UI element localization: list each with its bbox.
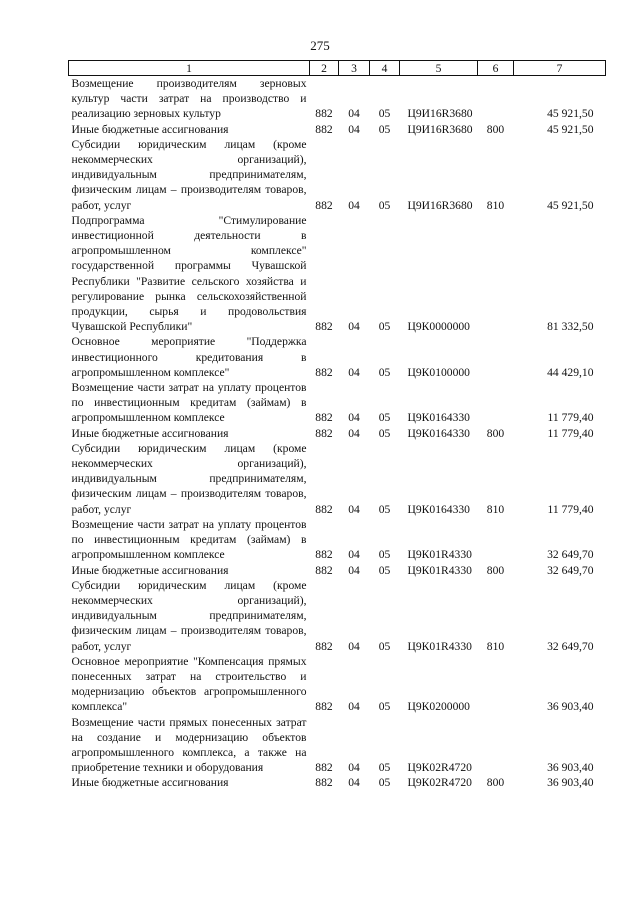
row-expense-type [478, 654, 514, 715]
row-subsection: 05 [378, 122, 391, 136]
row-expense-type [478, 334, 514, 380]
table-row [69, 334, 606, 380]
row-grbs: 882 [315, 700, 333, 714]
row-expense-type [478, 213, 514, 335]
row-grbs: 882 [315, 426, 333, 440]
table-row [69, 441, 606, 517]
row-grbs: 882 [315, 548, 333, 562]
row-section: 04 [348, 320, 360, 334]
table-row [69, 122, 606, 137]
row-subsection: 05 [378, 761, 391, 775]
row-grbs: 882 [315, 761, 333, 775]
row-grbs: 882 [315, 320, 333, 334]
row-expense-type [478, 380, 514, 426]
row-target-article: Ц9К01R4330 [407, 548, 472, 562]
table-row [69, 137, 606, 213]
row-amount: 45 921,50 [547, 107, 594, 121]
row-subsection: 05 [378, 320, 391, 334]
row-subsection: 05 [378, 563, 391, 577]
header-col-7: 7 [514, 61, 606, 76]
budget-table [68, 60, 606, 791]
row-expense-type: 800 [486, 426, 505, 440]
row-name: Субсидии юридическим лицам (кроме некоммерческих организаций), индивидуальным предпринимателям, физическим лицам – производителям товаров, работ, услуг [71, 441, 307, 516]
row-expense-type: 800 [486, 776, 505, 790]
row-amount: 32 649,70 [547, 563, 594, 577]
row-subsection: 05 [378, 107, 391, 121]
row-expense-type [478, 715, 514, 776]
row-target-article: Ц9К0100000 [407, 365, 470, 379]
row-amount: 11 779,40 [547, 411, 594, 425]
row-grbs: 882 [315, 107, 333, 121]
row-section: 04 [348, 639, 360, 653]
row-target-article: Ц9И16R3680 [407, 198, 473, 212]
table-row [69, 775, 606, 790]
header-row [69, 61, 606, 76]
row-name: Возмещение части затрат на уплату процентов по инвестиционным кредитам (займам) в агропромышленном комплексе [71, 381, 307, 425]
row-amount: 32 649,70 [547, 548, 594, 562]
row-grbs: 882 [315, 365, 333, 379]
row-amount: 32 649,70 [547, 639, 594, 653]
row-section: 04 [348, 502, 360, 516]
row-subsection: 05 [378, 365, 391, 379]
table-row [69, 380, 606, 426]
row-grbs: 882 [315, 122, 333, 136]
row-name: Субсидии юридическим лицам (кроме некоммерческих организаций), индивидуальным предпринимателям, физическим лицам – производителям товаров, работ, услуг [71, 578, 307, 653]
row-amount: 45 921,50 [547, 198, 594, 212]
row-expense-type: 810 [486, 198, 505, 212]
row-grbs: 882 [315, 411, 333, 425]
row-section: 04 [348, 426, 360, 440]
row-section: 04 [348, 700, 360, 714]
row-grbs: 882 [315, 776, 333, 790]
row-expense-type: 800 [486, 563, 505, 577]
row-expense-type: 810 [486, 639, 505, 653]
row-amount: 11 779,40 [547, 502, 594, 516]
table-row [69, 563, 606, 578]
row-amount: 36 903,40 [547, 761, 594, 775]
row-grbs: 882 [315, 639, 333, 653]
row-grbs: 882 [315, 502, 333, 516]
row-target-article: Ц9И16R3680 [407, 107, 473, 121]
header-col-3: 3 [339, 61, 370, 76]
row-name: Возмещение части прямых понесенных затрат на создание и модернизацию объектов агропромышленного комплекса, а также на приобретение техники и оборудования [71, 715, 307, 775]
row-target-article: Ц9К0164330 [407, 502, 470, 516]
row-section: 04 [348, 198, 360, 212]
header-col-6: 6 [478, 61, 514, 76]
row-amount: 11 779,40 [547, 426, 594, 440]
table-row [69, 578, 606, 654]
row-section: 04 [348, 563, 360, 577]
row-target-article: Ц9К0164330 [407, 426, 470, 440]
row-target-article: Ц9К02R4720 [407, 776, 472, 790]
row-name: Иные бюджетные ассигнования [71, 563, 229, 577]
row-expense-type: 810 [486, 502, 505, 516]
row-name: Субсидии юридическим лицам (кроме некоммерческих организаций), индивидуальным предпринимателям, физическим лицам – производителям товаров, работ, услуг [71, 137, 307, 212]
page-number: 275 [310, 38, 330, 53]
row-amount: 36 903,40 [547, 700, 594, 714]
table-row [69, 213, 606, 335]
row-section: 04 [348, 411, 360, 425]
row-target-article: Ц9К01R4330 [407, 563, 472, 577]
row-section: 04 [348, 365, 360, 379]
table-row [69, 426, 606, 441]
table-row [69, 76, 606, 122]
row-amount: 81 332,50 [547, 320, 594, 334]
row-name: Основное мероприятие "Компенсация прямых понесенных затрат на строительство и модернизацию объектов агропромышленного комплекса" [71, 654, 307, 714]
row-name: Подпрограмма "Стимулирование инвестиционной деятельности в агропромышленном комплексе" государственной программы Чувашской Республики "Развитие сельского хозяйства и регулирование рынка сельскохозяйственной продукции, сырья и продовольствия Чувашской Республики" [71, 213, 307, 334]
row-name: Возмещение части затрат на уплату процентов по инвестиционным кредитам (займам) в агропромышленном комплексе [71, 517, 307, 562]
row-subsection: 05 [378, 411, 391, 425]
row-name: Иные бюджетные ассигнования [71, 776, 229, 790]
table-row [69, 654, 606, 715]
header-col-1: 1 [69, 61, 310, 76]
row-target-article: Ц9К0000000 [407, 320, 470, 334]
table-header [69, 61, 606, 76]
header-col-4: 4 [370, 61, 400, 76]
row-name: Иные бюджетные ассигнования [71, 122, 229, 136]
row-subsection: 05 [378, 198, 391, 212]
row-amount: 44 429,10 [547, 365, 594, 379]
row-section: 04 [348, 548, 360, 562]
row-subsection: 05 [378, 700, 391, 714]
row-expense-type: 800 [486, 122, 505, 136]
header-col-2: 2 [310, 61, 339, 76]
table-row [69, 517, 606, 563]
row-subsection: 05 [378, 548, 391, 562]
row-name: Иные бюджетные ассигнования [71, 426, 229, 440]
row-expense-type [478, 517, 514, 563]
row-name: Возмещение производителям зерновых культур части затрат на производство и реализацию зерновых культур [71, 77, 307, 121]
row-subsection: 05 [378, 639, 391, 653]
row-target-article: Ц9И16R3680 [407, 122, 473, 136]
row-section: 04 [348, 776, 360, 790]
row-target-article: Ц9К02R4720 [407, 761, 472, 775]
row-section: 04 [348, 107, 360, 121]
row-amount: 45 921,50 [547, 122, 594, 136]
row-amount: 36 903,40 [547, 776, 594, 790]
row-name: Основное мероприятие "Поддержка инвестиционного кредитования в агропромышленном комплексе" [71, 335, 307, 379]
table-body [69, 76, 606, 791]
row-section: 04 [348, 761, 360, 775]
row-grbs: 882 [315, 563, 333, 577]
row-subsection: 05 [378, 502, 391, 516]
row-subsection: 05 [378, 426, 391, 440]
header-col-5: 5 [400, 61, 478, 76]
table-row [69, 715, 606, 776]
row-expense-type [478, 76, 514, 122]
row-section: 04 [348, 122, 360, 136]
row-target-article: Ц9К0200000 [407, 700, 470, 714]
row-target-article: Ц9К0164330 [407, 411, 470, 425]
row-target-article: Ц9К01R4330 [407, 639, 472, 653]
row-grbs: 882 [315, 198, 333, 212]
row-subsection: 05 [378, 776, 391, 790]
